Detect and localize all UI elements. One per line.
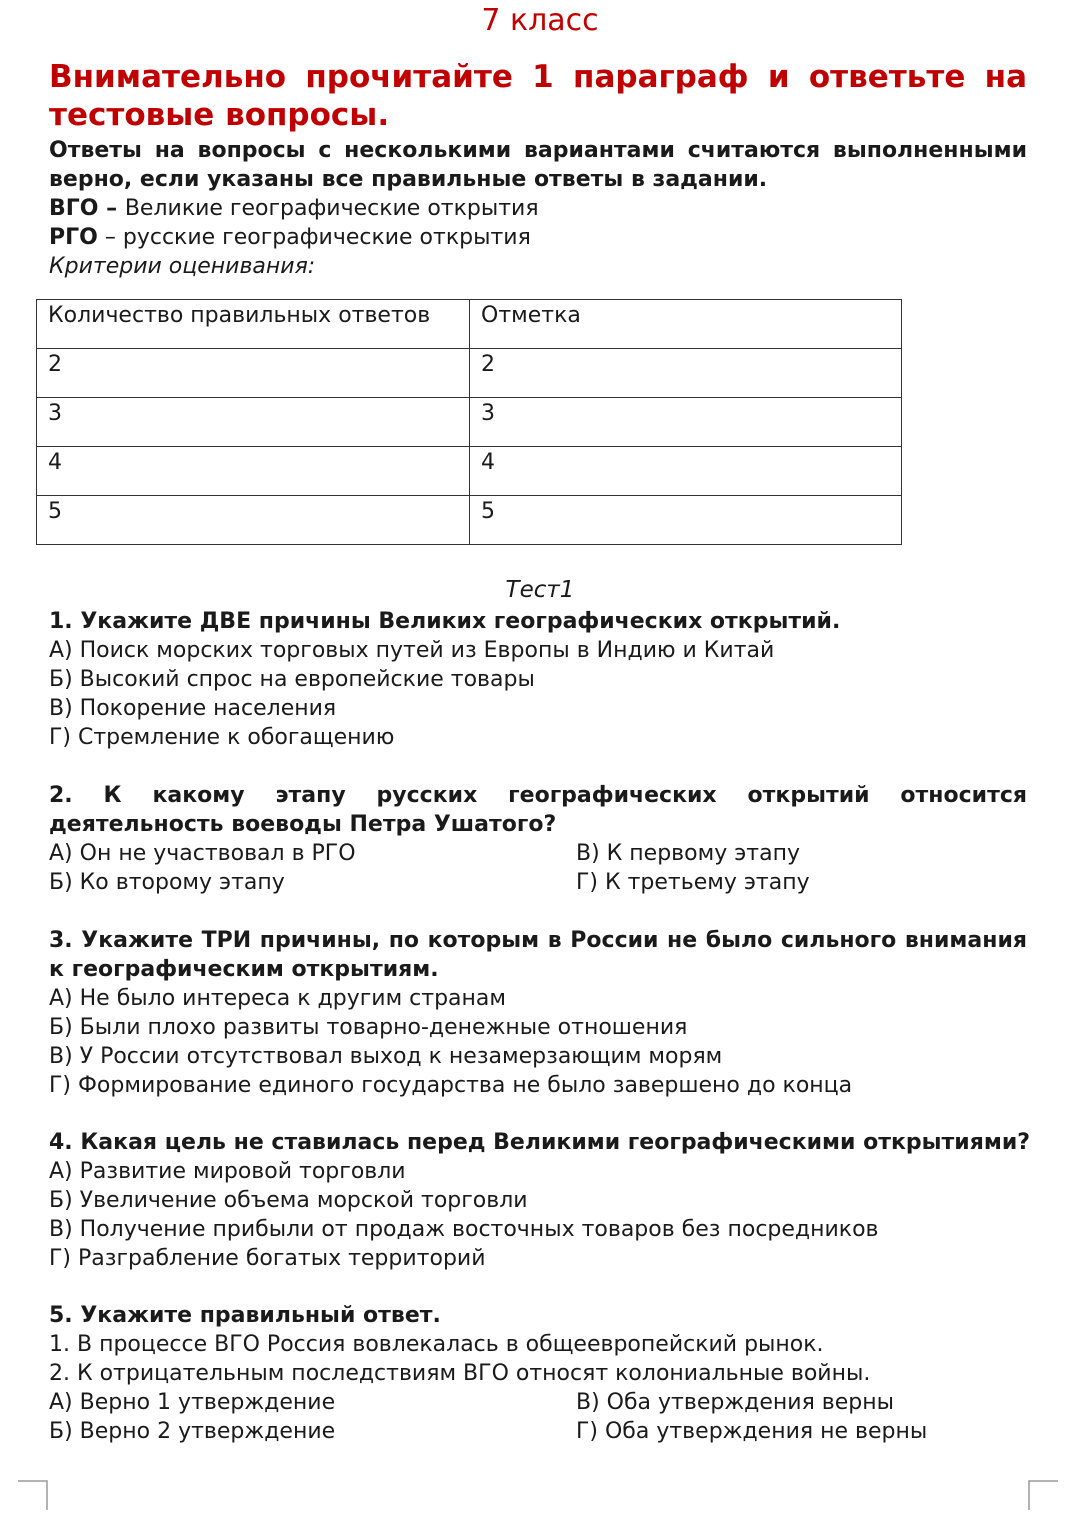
answer-option: Г) Формирование единого государства не было завершено до конца: [49, 1073, 853, 1098]
answer-row: [49, 1417, 1039, 1446]
page-grade: 7 класс: [481, 3, 599, 38]
answer-option: В) К первому этапу: [576, 841, 800, 866]
table-header-cell: Отметка: [470, 300, 902, 349]
question-1: [49, 607, 1039, 752]
answer-row: [49, 1388, 1039, 1417]
crop-mark-left-icon: [18, 1480, 48, 1510]
criteria-table: [36, 299, 902, 545]
instructions-note: Ответы на вопросы с несколькими вариантами считаются выполненными верно, если указаны все правильные ответы в задании.: [49, 138, 1027, 192]
answer-option: В) Получение прибыли от продаж восточных товаров без посредников: [49, 1217, 879, 1242]
table-row: [37, 349, 902, 398]
page-headline: Внимательно прочитайте 1 параграф и ответьте на тестовые вопросы.: [49, 59, 1027, 133]
table-cell: 4: [470, 447, 902, 496]
abbreviation-dash: –: [97, 225, 123, 250]
question-text: 5. Укажите правильный ответ.: [49, 1303, 441, 1328]
table-row: [37, 447, 902, 496]
answer-option: Б) Ко второму этапу: [49, 870, 285, 895]
table-row: [37, 496, 902, 545]
answer-option: Г) Разграбление богатых территорий: [49, 1246, 486, 1271]
answer-option: В) Оба утверждения верны: [576, 1390, 895, 1415]
abbreviation-code: ВГО: [49, 196, 99, 221]
answer-option: А) Не было интереса к другим странам: [49, 986, 506, 1011]
abbreviation-text: Великие географические открытия: [124, 196, 539, 221]
table-cell: 3: [37, 398, 470, 447]
crop-mark-right-icon: [1028, 1480, 1058, 1510]
statement: 2. К отрицательным последствиям ВГО относят колониальные войны.: [49, 1361, 871, 1386]
question-2: [49, 781, 1027, 897]
table-cell: 5: [37, 496, 470, 545]
table-cell: 2: [470, 349, 902, 398]
table-header-row: [37, 300, 902, 349]
statement: 1. В процессе ВГО Россия вовлекалась в общеевропейский рынок.: [49, 1332, 824, 1357]
answer-option: Г) К третьему этапу: [576, 870, 810, 895]
table-cell: 3: [470, 398, 902, 447]
answer-option: А) Поиск морских торговых путей из Европы в Индию и Китай: [49, 638, 775, 663]
abbreviation-vgo: [49, 194, 539, 223]
abbreviation-code: РГО: [49, 225, 98, 250]
test-title: Тест1: [505, 577, 575, 603]
answer-row: [49, 839, 1027, 868]
answer-option: Г) Стремление к обогащению: [49, 725, 395, 750]
question-4: [49, 1128, 1039, 1273]
table-cell: 5: [470, 496, 902, 545]
question-text: 2. К какому этапу русских географических открытий относится деятельность воеводы Петра Ушатого?: [49, 783, 1027, 837]
question-text: 4. Какая цель не ставилась перед Великими географическими открытиями?: [49, 1130, 1031, 1155]
abbreviation-rgo: [49, 223, 531, 252]
question-text: 1. Укажите ДВЕ причины Великих географических открытий.: [49, 609, 841, 634]
answer-option: А) Развитие мировой торговли: [49, 1159, 406, 1184]
table-cell: 4: [37, 447, 470, 496]
question-text: 3. Укажите ТРИ причины, по которым в России не было сильного внимания к географическим открытиям.: [49, 928, 1027, 982]
answer-option: Б) Верно 2 утверждение: [49, 1419, 336, 1444]
answer-option: А) Верно 1 утверждение: [49, 1390, 336, 1415]
answer-option: Б) Были плохо развиты товарно-денежные отношения: [49, 1015, 688, 1040]
question-5: [49, 1301, 1039, 1446]
question-3: [49, 926, 1027, 1100]
table-header-cell: Количество правильных ответов: [37, 300, 470, 349]
criteria-title: Критерии оценивания:: [49, 254, 316, 279]
answer-option: Г) Оба утверждения не верны: [576, 1419, 928, 1444]
abbreviation-dash: –: [98, 196, 125, 221]
abbreviation-text: русские географические открытия: [122, 225, 531, 250]
table-row: [37, 398, 902, 447]
table-cell: 2: [37, 349, 470, 398]
answer-option: А) Он не участвовал в РГО: [49, 841, 356, 866]
answer-option: Б) Высокий спрос на европейские товары: [49, 667, 535, 692]
answer-row: [49, 868, 1027, 897]
answer-option: В) Покорение населения: [49, 696, 337, 721]
answer-option: В) У России отсутствовал выход к незамерзающим морям: [49, 1044, 723, 1069]
answer-option: Б) Увеличение объема морской торговли: [49, 1188, 528, 1213]
